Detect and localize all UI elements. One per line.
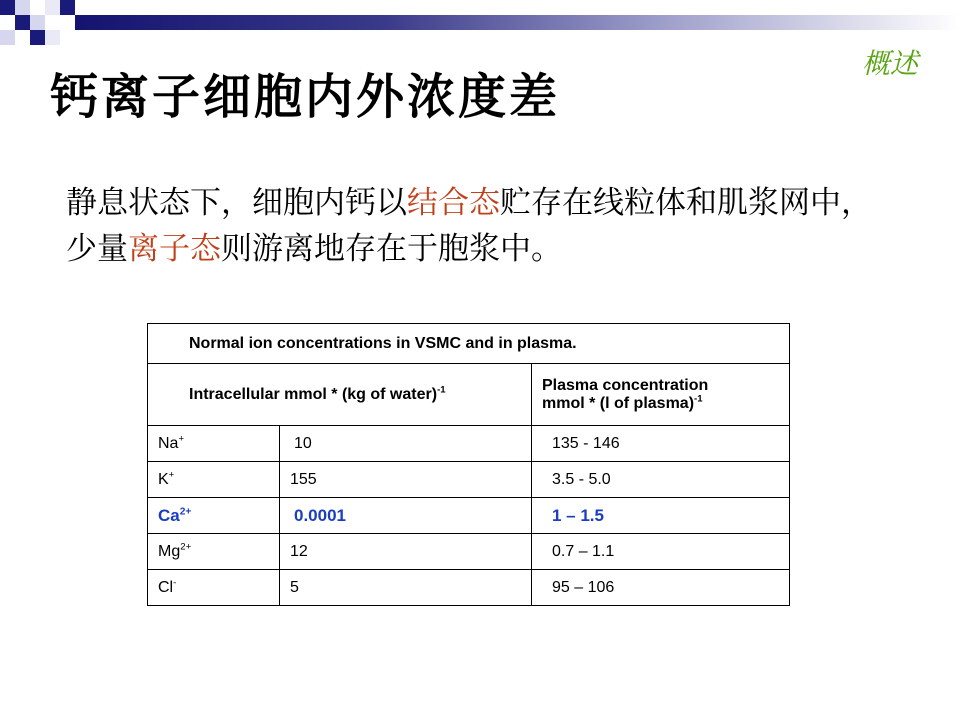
highlight-ionic-state: 离子态	[128, 231, 221, 267]
ion-cell	[148, 570, 280, 606]
header-square	[30, 15, 45, 30]
table-row	[148, 570, 790, 606]
highlight-bound-state: 结合态	[407, 185, 500, 221]
header-square	[30, 30, 45, 45]
ion-cell	[148, 426, 280, 462]
plasma-value: 3.5 - 5.0	[532, 462, 790, 498]
ion-cell	[148, 462, 280, 498]
header-plasma-line1: Plasma concentration	[542, 376, 709, 394]
ion-cell	[148, 534, 280, 570]
plasma-value: 1 – 1.5	[532, 498, 790, 534]
plasma-value: 95 – 106	[532, 570, 790, 606]
ion-charge: +	[168, 469, 175, 481]
paragraph-text: 贮存在线粒体和肌浆网中，少量	[66, 185, 872, 267]
slide-title: 钙离子细胞内外浓度差	[50, 69, 561, 125]
header-intracellular	[148, 364, 532, 426]
header-square	[0, 15, 15, 30]
ion-charge: +	[178, 433, 185, 445]
table-row-highlight	[148, 498, 790, 534]
plasma-value: 135 - 146	[532, 426, 790, 462]
paragraph-text: 静息状态下，细胞内钙以	[66, 185, 407, 221]
ion-symbol: Mg	[158, 542, 181, 560]
table-row	[148, 426, 790, 462]
header-square	[30, 0, 45, 15]
table-row	[148, 462, 790, 498]
header-square	[0, 30, 15, 45]
header-square	[15, 0, 30, 15]
header-gradient-bar	[75, 15, 960, 30]
header-square	[45, 30, 60, 45]
header-square	[45, 0, 60, 15]
header-square	[0, 0, 15, 15]
table-row	[148, 534, 790, 570]
ion-charge: 2+	[180, 541, 192, 553]
intracellular-value: 10	[280, 426, 532, 462]
ion-symbol: Cl	[158, 578, 174, 596]
intracellular-value: 0.0001	[280, 498, 532, 534]
header-plasma-sup: -1	[694, 393, 703, 405]
table-caption: Normal ion concentrations in VSMC and in plasma.	[148, 324, 790, 364]
header-intracellular-text: Intracellular mmol * (kg of water)	[189, 385, 438, 403]
header-square	[60, 0, 75, 15]
body-paragraph	[66, 180, 896, 272]
ion-charge: -	[173, 577, 177, 589]
ion-charge: 2+	[179, 505, 192, 517]
header-plasma	[532, 364, 790, 426]
header-square	[15, 15, 30, 30]
ion-symbol: Na	[158, 434, 179, 452]
paragraph-text: 则游离地存在于胞浆中。	[221, 231, 562, 267]
ion-symbol: Ca	[158, 505, 180, 525]
ion-cell	[148, 498, 280, 534]
plasma-value: 0.7 – 1.1	[532, 534, 790, 570]
intracellular-value: 12	[280, 534, 532, 570]
table-header-row	[148, 364, 790, 426]
intracellular-value: 5	[280, 570, 532, 606]
ion-symbol: K	[158, 470, 169, 488]
intracellular-value: 155	[280, 462, 532, 498]
ion-concentration-table	[147, 323, 790, 606]
header-plasma-line2: mmol * (l of plasma)	[542, 394, 695, 412]
section-label: 概述	[862, 47, 919, 80]
header-intracellular-sup: -1	[437, 384, 446, 396]
header-square	[15, 30, 30, 45]
